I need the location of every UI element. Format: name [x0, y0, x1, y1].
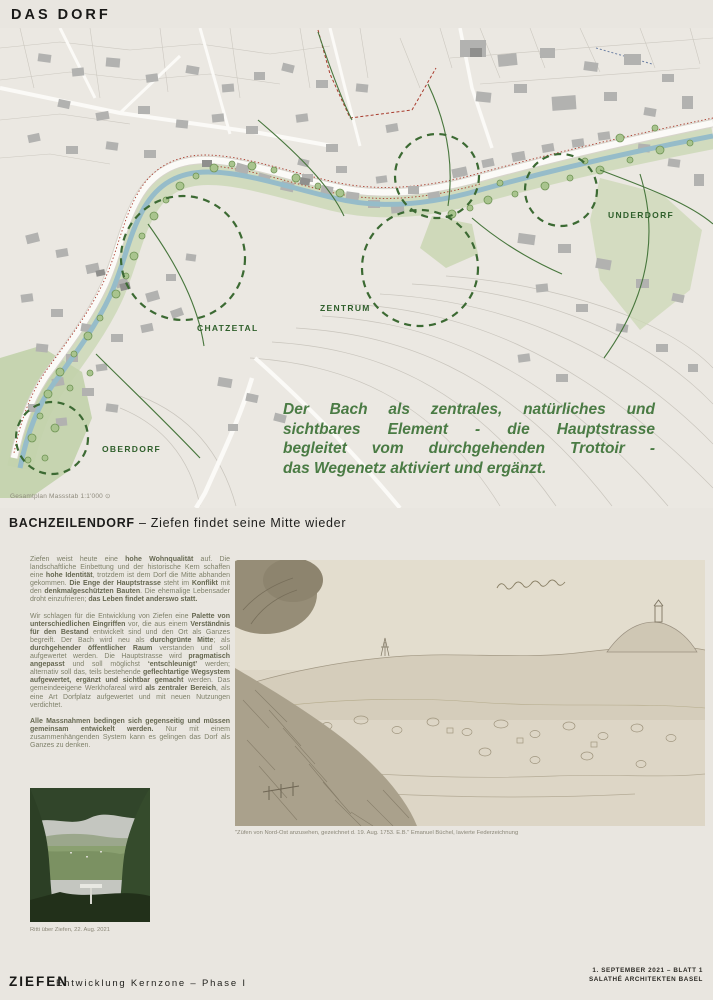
map-caption: Gesamtplan Massstab 1:1'000 ⊙ [10, 493, 111, 500]
label-zentrum: ZENTRUM [320, 303, 371, 313]
site-photo [30, 788, 150, 922]
quote-line: begleitet vom durchgehenden Trottoir - [283, 440, 655, 457]
drawing-caption: "Züfen von Nord-Ost anzusehen, gezeichnet d. 19. Aug. 1753. E.B." Emanuel Büchel, lavierte Federzeichnung [235, 830, 519, 836]
quote-line: Der Bach als zentrales, natürliches und [283, 401, 655, 418]
body-text-column [30, 556, 230, 758]
site-photo-svg [30, 788, 150, 922]
studio-name: SALATHÉ ARCHITEKTEN BASEL [588, 976, 703, 983]
page-title: DAS DORF [11, 7, 111, 23]
historical-drawing [235, 560, 705, 826]
section-heading [9, 516, 346, 530]
concept-quote [283, 400, 655, 478]
project-name: ZIEFEN [9, 974, 70, 989]
quote-line: das Wegenetz aktiviert und ergänzt. [283, 459, 547, 477]
section-heading-bold: BACHZEILENDORF [9, 516, 135, 530]
section-heading-rest: – Ziefen findet seine Mitte wieder [134, 516, 347, 530]
paragraph-1: Ziefen weist heute eine hohe Wohnqualität auf. Die landschaftliche Einbettung und der historische Kern schaffen eine hohe Identität, trotzdem ist dem Dorf die Mitte abhanden gekommen. Die Enge der Hauptstrasse steht im Konflikt mit den denkmalgeschützten Bauten. Die ehemalige Lebensader droht einzufrieren; das Leben findet anderswo statt. [30, 556, 230, 604]
label-chatzetal: CHATZETAL [197, 323, 259, 333]
historical-drawing-svg [235, 560, 705, 826]
paragraph-3: Alle Massnahmen bedingen sich gegenseitig und müssen gemeinsam entwickelt werden. Nur mit einem zusammenhängenden System kann es gelingen das Dorf als Ganzes zu denken. [30, 717, 231, 749]
label-underdorf: UNDERDORF [608, 210, 675, 220]
photo-signpost [80, 884, 102, 888]
project-subtitle: Entwicklung Kernzone – Phase I [56, 978, 247, 989]
quote-line: sichtbares Element - die Hauptstrasse [283, 420, 655, 438]
photo-caption: Ritti über Ziefen, 22. Aug. 2021 [30, 927, 110, 933]
paragraph-2: Wir schlagen für die Entwicklung von Ziefen eine Palette von unterschiedlichen Eingriffen vor, die aus einem Verständnis für den Bestand entwickelt sind und den Ort als Ganzes begreift. Der Bach wird neu als durchgrünte Mitte; als durchgehender öffentlicher Raum verstanden und soll aufgewertet werden. Die Hauptstrasse wird pragmatisch angepasst und soll möglichst ‘entschleunigt’ werden; alternativ soll das, teils bestehende geflechtartige Wegsystem aufgewertet, ergänzt und sichtbar gemacht werden. Das gemeindeeigene Werkhofareal wird als zentraler Bereich, als eine Art Dorfplatz aufgewertet und mit neuen Nutzungen verdichtet. [30, 612, 231, 709]
label-oberdorf: OBERDORF [102, 444, 162, 454]
date-blatt: 1. SEPTEMBER 2021 – BLATT 1 [592, 967, 703, 974]
footer-meta [589, 966, 703, 984]
